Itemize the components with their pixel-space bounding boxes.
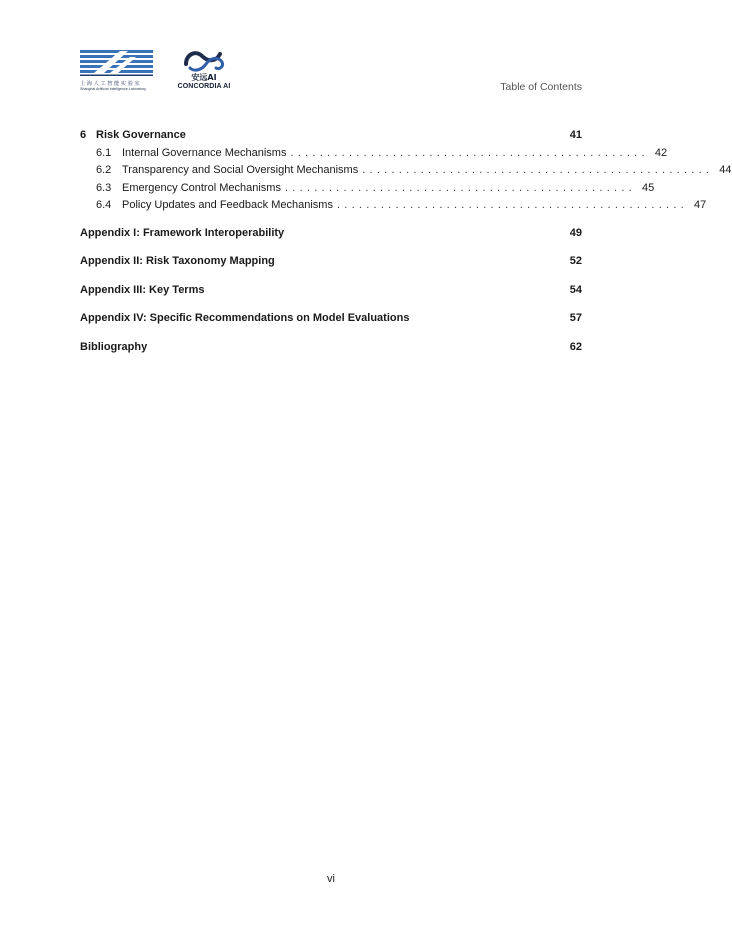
- bibliography-title: Bibliography: [80, 340, 148, 353]
- section-title: Transparency and Social Oversight Mechanisms: [122, 164, 359, 177]
- dot-leader: . . . . . . . . . . . . . . . . . . . . . . . . . . . . . . . . . . . . . . . . . . . . . . . . .: [290, 147, 646, 159]
- toc-section[interactable]: [80, 164, 732, 181]
- toc-bibliography[interactable]: [80, 341, 582, 359]
- page-header: [80, 46, 582, 96]
- shanghai-ai-lab-en-name: Shanghai Artificial Intelligence Laboratory: [80, 86, 146, 91]
- appendix-title: Appendix I: Framework Interoperability: [80, 226, 285, 239]
- section-number: 6.1: [96, 147, 112, 159]
- table-of-contents: [80, 129, 732, 359]
- toc-appendix[interactable]: [80, 284, 582, 302]
- appendix-title: Appendix III: Key Terms: [80, 283, 205, 296]
- concordia-en-name: CONCORDIA AI: [177, 82, 231, 90]
- concordia-wave-icon: [182, 48, 226, 72]
- shanghai-ai-lab-cn-name: 上海人工智能实验室: [80, 81, 142, 87]
- running-head: Table of Contents: [500, 81, 582, 93]
- toc-section[interactable]: [80, 147, 668, 164]
- section-page: 42: [654, 147, 668, 159]
- section-number: 6.3: [96, 181, 112, 194]
- appendix-title: Appendix IV: Specific Recommendations on Model Evaluations: [80, 312, 410, 325]
- toc-appendix[interactable]: [80, 312, 582, 330]
- chapter-page: 41: [569, 129, 582, 141]
- section-title: Policy Updates and Feedback Mechanisms: [122, 198, 333, 211]
- bibliography-page: 62: [569, 340, 582, 353]
- shanghai-ai-lab-logo: [80, 49, 153, 95]
- shanghai-ai-lab-emblem-icon: [80, 49, 153, 77]
- appendix-page: 54: [569, 283, 582, 296]
- toc-appendix[interactable]: [80, 255, 582, 273]
- appendix-page: 52: [569, 255, 582, 268]
- appendix-page: 49: [569, 226, 582, 239]
- section-page: 47: [694, 198, 707, 211]
- toc-section[interactable]: [80, 181, 655, 199]
- section-number: 6.2: [96, 164, 112, 177]
- section-title: Emergency Control Mechanisms: [122, 181, 281, 194]
- concordia-cn-name: 安远AI: [191, 73, 217, 82]
- dot-leader: . . . . . . . . . . . . . . . . . . . . . . . . . . . . . . . . . . . . . . . . . . . . . . . .: [336, 198, 685, 211]
- toc-chapter-risk-governance[interactable]: [80, 129, 582, 147]
- section-title: Internal Governance Mechanisms: [122, 147, 287, 159]
- section-number: 6.4: [96, 198, 112, 211]
- chapter-title: Risk Governance: [96, 129, 186, 141]
- appendix-page: 57: [569, 312, 582, 325]
- dot-leader: . . . . . . . . . . . . . . . . . . . . . . . . . . . . . . . . . . . . . . . . . . . . . . . .: [284, 181, 633, 194]
- toc-section[interactable]: [80, 198, 707, 216]
- concordia-ai-logo: [172, 46, 236, 94]
- dot-leader: . . . . . . . . . . . . . . . . . . . . . . . . . . . . . . . . . . . . . . . . . . . . . . . .: [362, 164, 710, 177]
- section-page: 44: [719, 164, 732, 177]
- appendix-title: Appendix II: Risk Taxonomy Mapping: [80, 255, 275, 268]
- chapter-number: 6: [80, 129, 87, 141]
- page-number: vi: [327, 873, 335, 885]
- section-page: 45: [642, 181, 655, 194]
- toc-appendix[interactable]: [80, 227, 582, 245]
